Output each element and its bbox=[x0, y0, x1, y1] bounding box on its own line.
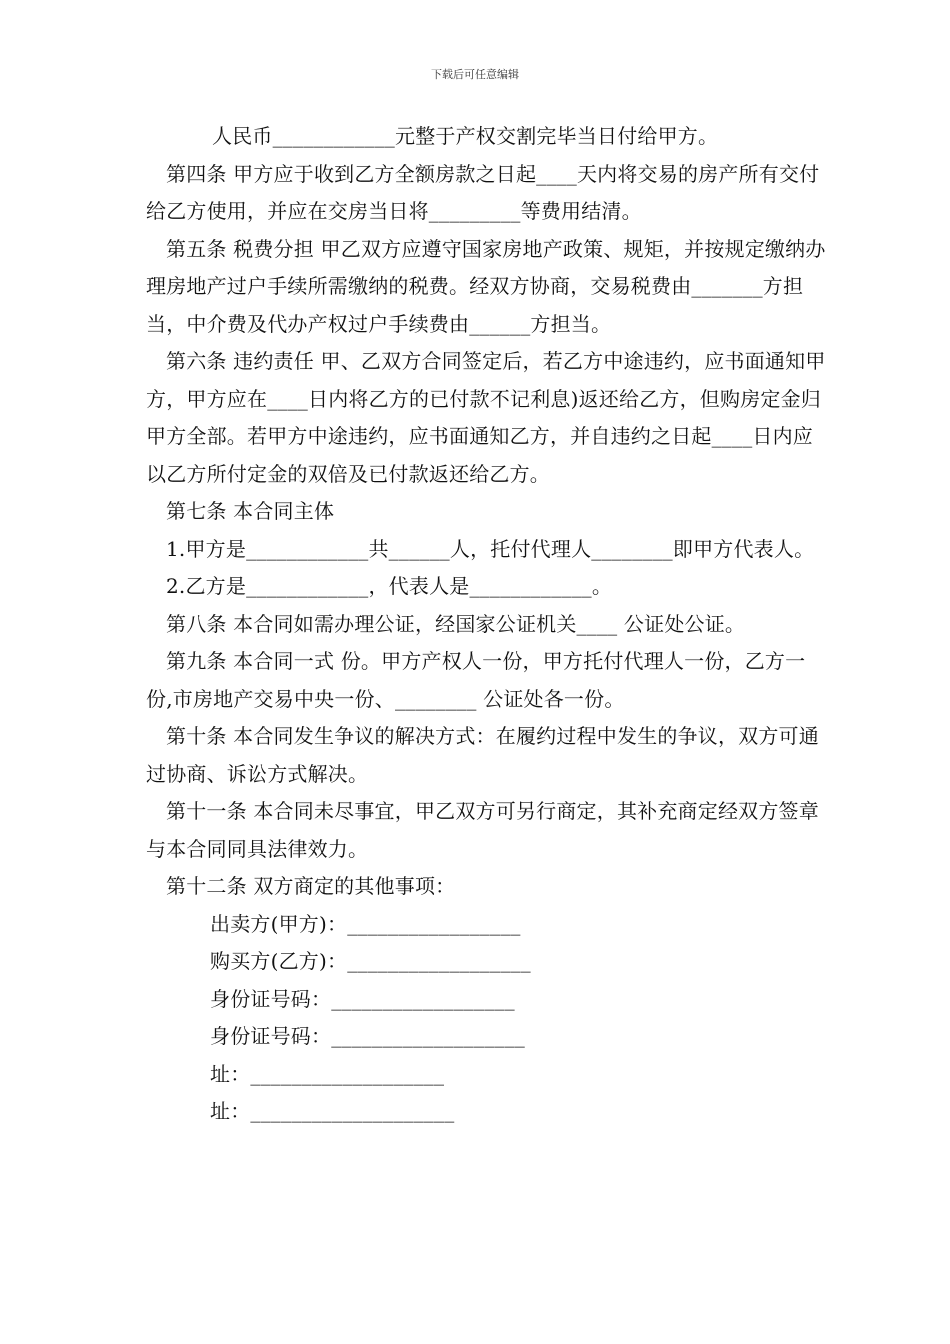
buyer-signature-line: 购买方(乙方)：__________________ bbox=[210, 949, 531, 973]
buyer-address-line: 址：____________________ bbox=[210, 1099, 455, 1123]
paragraph-article-4 bbox=[146, 156, 826, 231]
paragraph-text: 第五条 税费分担 甲乙双方应遵守国家房地产政策、规矩，并按规定缴纳办理房地产过户手续所需缴纳的税费。经双方协商，交易税费由_______方担当，中介费及代办产权过户手续费由______方担当。 bbox=[146, 236, 826, 336]
paragraph-party-b bbox=[146, 568, 826, 606]
seller-id-line: 身份证号码：__________________ bbox=[210, 986, 515, 1011]
seller-signature-line: 出卖方(甲方)：_________________ bbox=[210, 911, 521, 936]
paragraph-text: 1.甲方是____________共______人，托付代理人________即甲方代表人。 bbox=[166, 536, 815, 561]
paragraph-article-11 bbox=[146, 793, 826, 868]
paragraph-article-8 bbox=[146, 606, 826, 644]
buyer-id-line: 身份证号码：___________________ bbox=[210, 1024, 525, 1048]
paragraph-text: 第八条 本合同如需办理公证，经国家公证机关____ 公证处公证。 bbox=[166, 611, 746, 636]
paragraph-article-10 bbox=[146, 718, 826, 793]
paragraph-article-12 bbox=[146, 868, 826, 906]
paragraph-article-7 bbox=[146, 493, 826, 531]
paragraph-article-5 bbox=[146, 231, 826, 344]
paragraph-text: 第六条 违约责任 甲、乙双方合同签定后，若乙方中途违约，应书面通知甲方，甲方应在____日内将乙方的已付款不记利息)返还给乙方，但购房定金归甲方全部。若甲方中途违约，应书面通知乙方，并自违约之日起____日内应以乙方所付定金的双倍及已付款返还给乙方。 bbox=[146, 349, 826, 486]
paragraph-text: 第十一条 本合同未尽事宜，甲乙双方可另行商定，其补充商定经双方签章与本合同同具法律效力。 bbox=[146, 799, 819, 861]
contract-body bbox=[146, 118, 826, 1131]
paragraph-party-a bbox=[146, 531, 826, 569]
paragraph-text: 第九条 本合同一式 份。甲方产权人一份，甲方托付代理人一份，乙方一份,市房地产交易中央一份、________ 公证处各一份。 bbox=[146, 649, 806, 711]
signature-block bbox=[146, 906, 826, 1131]
paragraph-article-9 bbox=[146, 643, 826, 718]
paragraph-text: 第十二条 双方商定的其他事项： bbox=[166, 874, 456, 898]
paragraph-article-6 bbox=[146, 343, 826, 493]
paragraph-text: 第四条 甲方应于收到乙方全额房款之日起____天内将交易的房产所有交付给乙方使用，并应在交房当日将_________等费用结清。 bbox=[146, 161, 820, 223]
paragraph-text: 第七条 本合同主体 bbox=[166, 499, 335, 523]
paragraph-text: 2.乙方是____________，代表人是____________。 bbox=[166, 574, 613, 598]
paragraph-text: 人民币____________元整于产权交割完毕当日付给甲方。 bbox=[212, 124, 719, 148]
page-header: 下载后可任意编辑 bbox=[431, 68, 519, 81]
paragraph-text: 第十条 本合同发生争议的解决方式：在履约过程中发生的争议，双方可通过协商、诉讼方式解决。 bbox=[146, 724, 819, 786]
paragraph-payment bbox=[146, 118, 826, 156]
seller-address-line: 址：___________________ bbox=[210, 1061, 445, 1086]
